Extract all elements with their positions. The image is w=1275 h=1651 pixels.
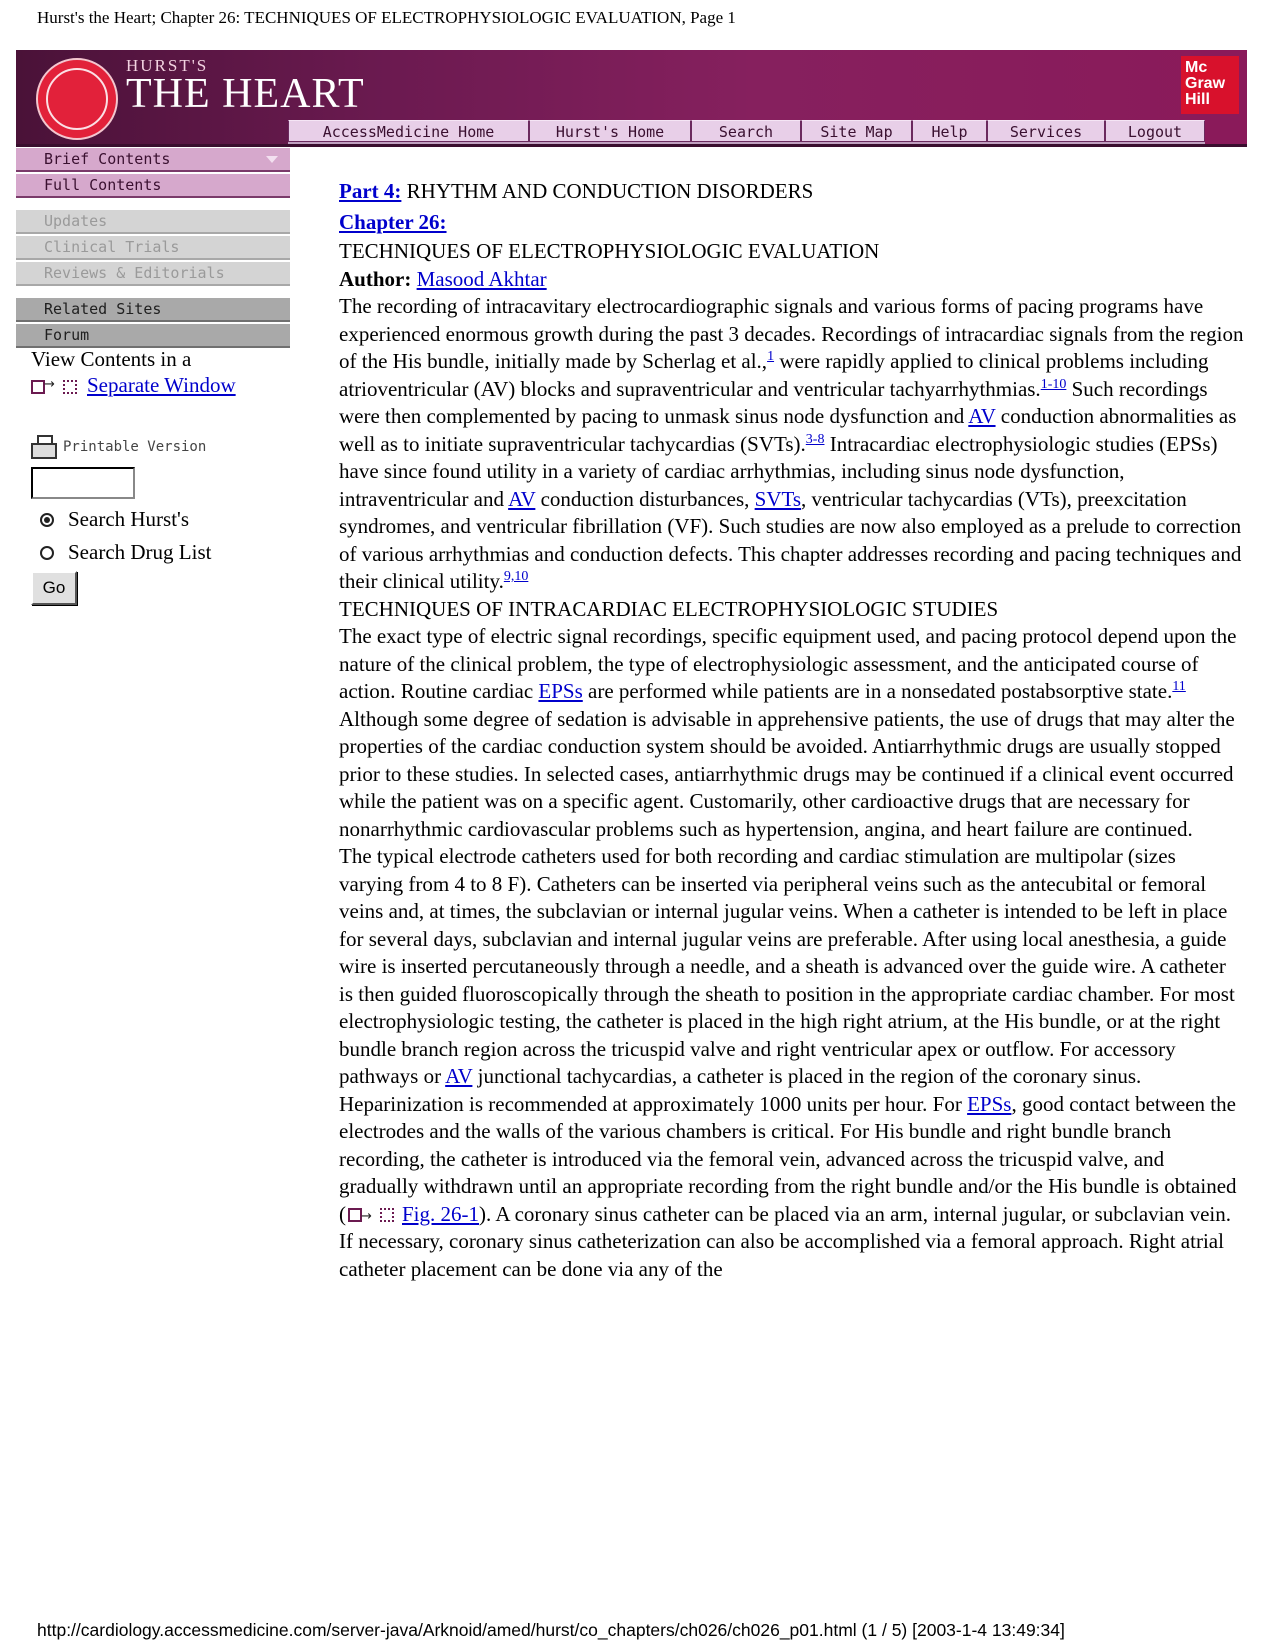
radio-search-drug-row[interactable]	[40, 540, 211, 565]
new-window-icon[interactable]: →	[348, 1205, 398, 1223]
radio-search-drug-label: Search Drug List	[68, 540, 212, 564]
reference-link[interactable]: 11	[1172, 679, 1186, 694]
view-contents-label: View Contents in a	[31, 347, 192, 371]
nav-site-map[interactable]: Site Map	[801, 120, 912, 142]
mcgraw-hill-logo[interactable]: Mc Graw Hill	[1181, 56, 1239, 114]
new-window-icon[interactable]: →	[31, 377, 81, 395]
radio-search-hursts-row[interactable]	[40, 507, 189, 532]
glossary-link-epss[interactable]: EPSs	[967, 1091, 1012, 1116]
nav-divider	[16, 144, 1247, 147]
part-link[interactable]: Part 4:	[339, 179, 402, 203]
author-label: Author:	[339, 266, 412, 291]
glossary-link-av[interactable]: AV	[508, 486, 536, 511]
glossary-link-av[interactable]: AV	[445, 1064, 473, 1088]
nav-help[interactable]: Help	[912, 120, 987, 142]
sidebar-brief-contents[interactable]: Brief Contents	[16, 148, 290, 172]
printable-version-label[interactable]: Printable Version	[63, 439, 207, 455]
paragraph-techniques: The exact type of electric signal recordings, specific equipment used, and pacing protocol depend upon the nature of the clinical problem, the type of electrophysiologic assessment, and the anticipated course of action. Routine cardiac EPSs are performed while patients are in a nonsedated postabsorptive state.$^{11}$ Although some degree of sedation is advisable in apprehensive patients, the use of drugs that may alter the properties of the cardiac conduction system should be avoided. Antiarrhythmic drugs are usually stopped prior to these studies. In selected cases, antiarrhythmic drugs may be continued if a clinical event occurred while the patient was on a specific agent. Customarily, other cardioactive drugs that are necessary for nonarrhythmic cardiovascular problems such as hypertension, angina, and heart failure are continued.	[339, 624, 1237, 841]
sidebar-reviews-editorials[interactable]: Reviews & Editorials	[16, 262, 290, 286]
nav-search[interactable]: Search	[691, 120, 801, 142]
figure-link[interactable]: Fig. 26-1	[402, 1201, 480, 1226]
go-button[interactable]: Go	[31, 571, 77, 605]
brand-small: HURST'S	[126, 56, 209, 75]
sidebar-forum[interactable]: Forum	[16, 324, 290, 348]
dropdown-triangle-icon	[266, 156, 278, 163]
nav-logout[interactable]: Logout	[1105, 120, 1205, 142]
author-line	[339, 266, 1244, 294]
sidebar-clinical-trials[interactable]: Clinical Trials	[16, 236, 290, 260]
glossary-link-av[interactable]: AV	[968, 404, 996, 428]
paragraph-catheters: The typical electrode catheters used for both recording and cardiac stimulation are multipolar (sizes varying from 4 to 8 F). Catheters can be inserted via peripheral veins such as the antecubital or femoral veins and, at times, the subclavian or internal jugular veins. When a catheter is intended to be left in place for several days, subclavian and internal jugular veins are preferable. After using local anesthesia, a guide wire is inserted percutaneously through a needle, and a sheath is advanced over the guide wire. A catheter is then guided fluoroscopically through the sheath to position in the appropriate cardiac chamber. For most electrophysiologic testing, the catheter is placed in the high right atrium, at the His bundle, or at the right bundle branch region across the tricuspid valve and right ventricular apex or outflow. For accessory pathways or AV junctional tachycardias, a catheter is placed in the region of the coronary sinus. Heparinization is recommended at approximately 1000 units per hour. For EPSs, good contact between the electrodes and the walls of the various chambers is critical. For His bundle and right bundle branch recording, the catheter is introduced via the femoral vein, advanced across the tricuspid valve, and gradually withdrawn until an appropriate recording from the right bundle and/or the His bundle is obtained ( → Fig. 26-1). A coronary sinus catheter can be placed via an arm, internal jugular, or subclavian vein. If necessary, coronary sinus catheterization can also be accomplished via a femoral approach. Right atrial catheter placement can be done via any of the	[339, 844, 1237, 1281]
sidebar-full-contents[interactable]: Full Contents	[16, 174, 290, 198]
part-heading	[339, 176, 1244, 207]
nav-accessmedicine-home[interactable]: AccessMedicine Home	[288, 120, 529, 142]
nav-services[interactable]: Services	[987, 120, 1105, 142]
reference-link[interactable]: 1	[767, 349, 775, 364]
top-nav	[288, 120, 1205, 144]
reference-link[interactable]: 9,10	[503, 569, 529, 584]
search-input[interactable]	[31, 467, 135, 499]
sidebar-related-sites[interactable]: Related Sites	[16, 298, 290, 322]
printable-version-row[interactable]	[31, 435, 206, 459]
print-footer: http://cardiology.accessmedicine.com/server-java/Arknoid/amed/hurst/co_chapters/ch026/ch026_p01.html (1 / 5) [2003-1-4 13:49:34]	[37, 1620, 1065, 1640]
chapter-title: TECHNIQUES OF ELECTROPHYSIOLOGIC EVALUATION	[339, 239, 880, 263]
separate-window-row	[31, 373, 236, 398]
glossary-link-epss[interactable]: EPSs	[538, 679, 583, 703]
chapter-heading	[339, 207, 1244, 238]
radio-search-hursts[interactable]	[40, 513, 54, 527]
printer-icon[interactable]	[31, 435, 57, 459]
article-content	[339, 176, 1244, 1283]
chapter-link[interactable]: Chapter 26:	[339, 210, 447, 234]
brand-title[interactable]: THE HEART	[126, 71, 365, 117]
reference-link[interactable]: 1-10	[1040, 376, 1067, 392]
part-title: RHYTHM AND CONDUCTION DISORDERS	[401, 179, 814, 203]
author-link[interactable]: Masood Akhtar	[416, 266, 547, 291]
paragraph-intro: The recording of intracavitary electrocardiographic signals and various forms of pacing programs have experienced enormous growth during the past 3 decades. Recordings of intracardiac signals from the region of the His bundle, initially made by Scherlag et al.,$^1$ were rapidly applied to clinical problems including atrioventricular (AV) blocks and supraventricular and ventricular tachyarrhythmias.$^{1-10}$ Such recordings were then complemented by pacing to unmask sinus node dysfunction and AV conduction abnormalities as well as to initiate supraventricular tachycardias (SVTs).$^{3-8}$ Intracardiac electrophysiologic studies (EPSs) have since found utility in a variety of cardiac arrhythmias, including sinus node dysfunction, intraventricular and AV conduction disturbances, SVTs, ventricular tachycardias (VTs), preexcitation syndromes, and ventricular fibrillation (VF). Such studies are now also employed as a prelude to correction of various arrhythmias and conduction defects. This chapter addresses recording and pacing techniques and their clinical utility.$^{9,10}$	[339, 294, 1244, 593]
reference-link[interactable]: 3-8	[805, 431, 825, 447]
separate-window-link[interactable]: Separate Window	[87, 373, 236, 397]
glossary-link-svts[interactable]: SVTs	[754, 486, 802, 511]
radio-search-hursts-label: Search Hurst's	[68, 507, 190, 531]
nav-hursts-home[interactable]: Hurst's Home	[529, 120, 691, 142]
sidebar-updates[interactable]: Updates	[16, 210, 290, 234]
print-header: Hurst's the Heart; Chapter 26: TECHNIQUES OF ELECTROPHYSIOLOGIC EVALUATION, Page 1	[37, 8, 736, 27]
heart-logo-icon[interactable]	[36, 58, 118, 140]
radio-search-drug-list[interactable]	[40, 546, 54, 560]
section-heading: TECHNIQUES OF INTRACARDIAC ELECTROPHYSIOLOGIC STUDIES	[339, 596, 999, 621]
